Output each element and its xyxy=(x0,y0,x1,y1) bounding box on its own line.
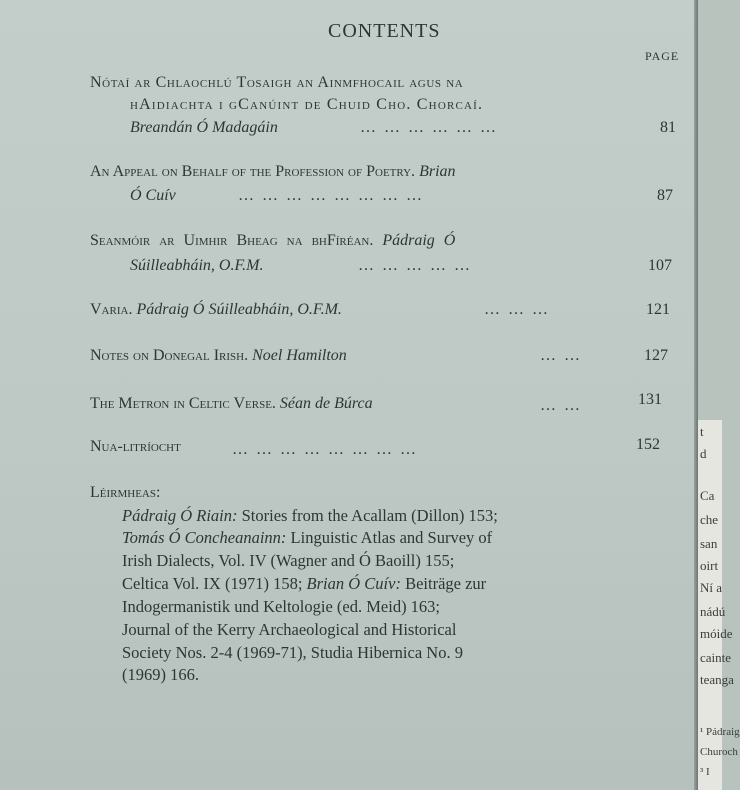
reviews-heading: Léirmheas: xyxy=(90,484,161,501)
adjacent-text: teanga xyxy=(700,672,734,687)
entry-3-leader-dots: … … … … … xyxy=(358,257,472,274)
adjacent-text: móide xyxy=(700,626,733,641)
entry-1-title-line-1: Nótaí ar Chlaochlú Tosaigh an Ainmfhocail agus na xyxy=(90,74,464,91)
entry-1-title-line-2: hAidiachta i gCanúint de Chuid Cho. Chorcaí. xyxy=(130,96,484,113)
adjacent-text: oirt xyxy=(700,558,719,573)
adjacent-text: cainte xyxy=(700,650,732,665)
entry-3-page-number: 107 xyxy=(648,257,672,274)
entry-2-title-line-1: An Appeal on Behalf of the Profession of Poetry. Brian xyxy=(90,163,456,180)
adjacent-page-fragment xyxy=(698,420,740,790)
entry-2-page-number: 87 xyxy=(657,187,673,204)
adjacent-text: Churoch xyxy=(700,746,738,758)
adjacent-text: t xyxy=(700,424,704,439)
entry-3-author: Súilleabháin, O.F.M. xyxy=(130,257,264,274)
entry-4-page-number: 121 xyxy=(646,301,670,318)
entry-5-page-number: 127 xyxy=(644,347,668,364)
adjacent-text: ¹ Pádraig xyxy=(700,726,740,738)
entry-7-leader-dots: … … … … … … … … xyxy=(232,441,418,458)
entry-1-page-number: 81 xyxy=(660,119,676,136)
review-line: Indogermanistik und Keltologie (ed. Meid) 163; xyxy=(122,597,441,616)
adjacent-text: d xyxy=(700,446,707,461)
entry-7-page-number: 152 xyxy=(636,436,660,453)
entry-2-author: Ó Cuív xyxy=(130,187,176,204)
review-line: (1969) 166. xyxy=(122,665,199,684)
review-line: Celtica Vol. IX (1971) 158; Brian Ó Cuív: Beiträge zur xyxy=(122,574,487,593)
adjacent-text: che xyxy=(700,512,719,527)
entry-5-leader-dots: … … xyxy=(540,347,582,364)
entry-1-leader-dots: … … … … … … xyxy=(360,119,498,136)
adjacent-text: san xyxy=(700,536,718,551)
entry-2-leader-dots: … … … … … … … … xyxy=(238,187,424,204)
review-line: Journal of the Kerry Archaeological and Historical xyxy=(122,620,457,639)
entry-6-title: The Metron in Celtic Verse. Séan de Búrca xyxy=(90,395,373,412)
adjacent-text: Ní a xyxy=(700,580,723,595)
entry-3-title-line-1: Seanmóir ar Uimhir Bheag na bhFíréan. Pádraig Ó xyxy=(90,232,456,249)
review-line: Pádraig Ó Riain: Stories from the Acallam (Dillon) 153; xyxy=(122,506,498,525)
entry-1-author: Breandán Ó Madagáin xyxy=(130,119,278,136)
entry-4-title: Varia. Pádraig Ó Súilleabháin, O.F.M. xyxy=(90,301,342,318)
page-title: CONTENTS xyxy=(328,20,441,42)
entry-7-title: Nua-litríocht xyxy=(90,438,181,455)
entry-5-title: Notes on Donegal Irish. Noel Hamilton xyxy=(90,347,347,364)
adjacent-text: ³ I xyxy=(700,766,710,778)
entry-6-leader-dots: … … xyxy=(540,397,582,414)
adjacent-text: Ca xyxy=(700,488,715,503)
entry-6-page-number: 131 xyxy=(638,391,662,408)
entry-4-leader-dots: … … … xyxy=(484,301,550,318)
review-line: Irish Dialects, Vol. IV (Wagner and Ó Baoill) 155; xyxy=(122,551,455,570)
adjacent-text: nádú xyxy=(700,604,726,619)
review-line: Tomás Ó Concheanainn: Linguistic Atlas and Survey of xyxy=(122,528,493,547)
page-column-label: PAGE xyxy=(645,49,680,63)
review-line: Society Nos. 2-4 (1969-71), Studia Hibernica No. 9 xyxy=(122,643,463,662)
